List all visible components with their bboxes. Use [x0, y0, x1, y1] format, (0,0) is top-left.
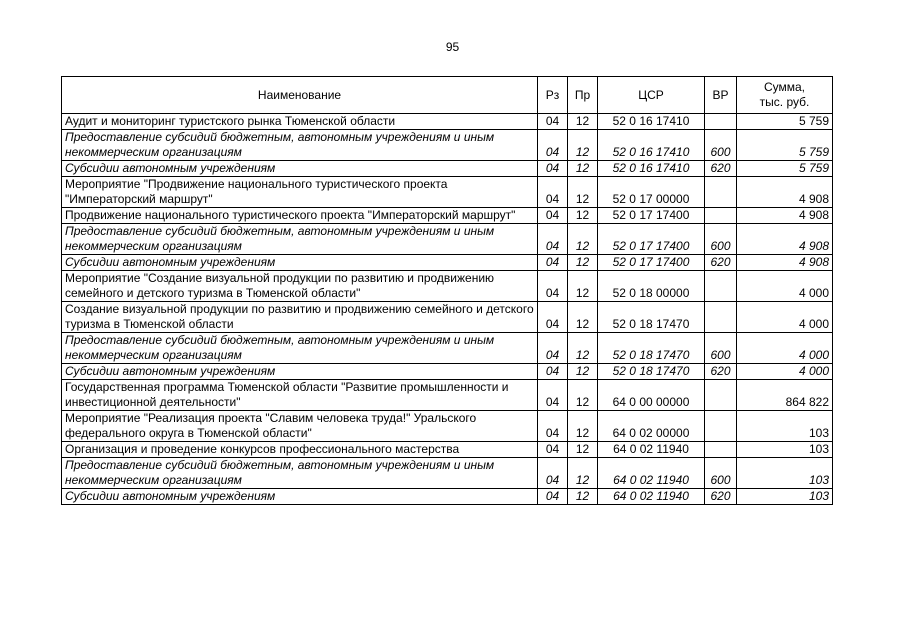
column-header-vr: ВР [705, 77, 737, 114]
cell-pr: 12 [568, 208, 598, 224]
cell-name: Субсидии автономным учреждениям [62, 489, 538, 505]
cell-csr: 52 0 17 17400 [598, 208, 705, 224]
cell-sum: 4 000 [737, 333, 833, 364]
cell-sum: 103 [737, 458, 833, 489]
cell-name: Организация и проведение конкурсов профессионального мастерства [62, 442, 538, 458]
cell-sum: 4 908 [737, 208, 833, 224]
cell-csr: 64 0 02 11940 [598, 458, 705, 489]
cell-rz: 04 [538, 364, 568, 380]
cell-rz: 04 [538, 255, 568, 271]
cell-vr [705, 271, 737, 302]
cell-name: Мероприятие "Создание визуальной продукции по развитию и продвижению семейного и детского туризма в Тюменской области" [62, 271, 538, 302]
table-row [62, 271, 833, 302]
cell-pr: 12 [568, 114, 598, 130]
table-row [62, 458, 833, 489]
cell-pr: 12 [568, 161, 598, 177]
cell-csr: 64 0 00 00000 [598, 380, 705, 411]
cell-pr: 12 [568, 302, 598, 333]
cell-vr [705, 411, 737, 442]
cell-vr: 600 [705, 458, 737, 489]
column-header-csr: ЦСР [598, 77, 705, 114]
budget-table [61, 76, 833, 505]
table-row [62, 177, 833, 208]
cell-rz: 04 [538, 489, 568, 505]
cell-sum: 103 [737, 489, 833, 505]
cell-csr: 52 0 18 17470 [598, 302, 705, 333]
table-row [62, 411, 833, 442]
cell-sum: 5 759 [737, 130, 833, 161]
cell-sum: 4 000 [737, 271, 833, 302]
cell-csr: 52 0 16 17410 [598, 161, 705, 177]
cell-vr: 620 [705, 161, 737, 177]
cell-rz: 04 [538, 333, 568, 364]
cell-vr: 620 [705, 255, 737, 271]
cell-csr: 52 0 18 17470 [598, 364, 705, 380]
cell-name: Предоставление субсидий бюджетным, автономным учреждениям и иным некоммерческим организациям [62, 130, 538, 161]
table-row [62, 333, 833, 364]
cell-csr: 52 0 17 17400 [598, 255, 705, 271]
table-row [62, 224, 833, 255]
cell-vr: 600 [705, 130, 737, 161]
table-row [62, 114, 833, 130]
cell-rz: 04 [538, 224, 568, 255]
table-row [62, 364, 833, 380]
cell-vr: 620 [705, 364, 737, 380]
cell-rz: 04 [538, 177, 568, 208]
cell-pr: 12 [568, 380, 598, 411]
cell-pr: 12 [568, 177, 598, 208]
cell-pr: 12 [568, 489, 598, 505]
column-header-sum-line2: тыс. руб. [759, 95, 810, 109]
cell-sum: 5 759 [737, 114, 833, 130]
cell-name: Мероприятие "Продвижение национального туристического проекта "Императорский маршрут" [62, 177, 538, 208]
cell-sum: 864 822 [737, 380, 833, 411]
cell-name: Предоставление субсидий бюджетным, автономным учреждениям и иным некоммерческим организациям [62, 333, 538, 364]
cell-rz: 04 [538, 271, 568, 302]
cell-csr: 52 0 18 00000 [598, 271, 705, 302]
cell-name: Предоставление субсидий бюджетным, автономным учреждениям и иным некоммерческим организациям [62, 458, 538, 489]
cell-rz: 04 [538, 442, 568, 458]
cell-sum: 4 908 [737, 255, 833, 271]
cell-csr: 64 0 02 11940 [598, 442, 705, 458]
cell-csr: 52 0 16 17410 [598, 114, 705, 130]
cell-pr: 12 [568, 333, 598, 364]
cell-vr: 600 [705, 224, 737, 255]
cell-pr: 12 [568, 364, 598, 380]
cell-vr [705, 380, 737, 411]
cell-csr: 64 0 02 00000 [598, 411, 705, 442]
cell-vr [705, 177, 737, 208]
table-row [62, 302, 833, 333]
table-body [62, 114, 833, 505]
cell-name: Субсидии автономным учреждениям [62, 364, 538, 380]
cell-sum: 103 [737, 442, 833, 458]
cell-csr: 64 0 02 11940 [598, 489, 705, 505]
cell-pr: 12 [568, 224, 598, 255]
cell-csr: 52 0 18 17470 [598, 333, 705, 364]
table-row [62, 161, 833, 177]
cell-rz: 04 [538, 302, 568, 333]
cell-rz: 04 [538, 411, 568, 442]
cell-sum: 4 908 [737, 224, 833, 255]
cell-vr [705, 442, 737, 458]
column-header-pr: Пр [568, 77, 598, 114]
table-row [62, 130, 833, 161]
cell-name: Государственная программа Тюменской области "Развитие промышленности и инвестиционной деятельности" [62, 380, 538, 411]
column-header-sum [737, 77, 833, 114]
cell-name: Субсидии автономным учреждениям [62, 255, 538, 271]
cell-pr: 12 [568, 442, 598, 458]
column-header-name: Наименование [62, 77, 538, 114]
cell-pr: 12 [568, 130, 598, 161]
cell-csr: 52 0 17 00000 [598, 177, 705, 208]
cell-sum: 103 [737, 411, 833, 442]
cell-rz: 04 [538, 458, 568, 489]
cell-rz: 04 [538, 208, 568, 224]
cell-rz: 04 [538, 380, 568, 411]
cell-name: Продвижение национального туристического проекта "Императорский маршрут" [62, 208, 538, 224]
cell-name: Аудит и мониторинг туристского рынка Тюменской области [62, 114, 538, 130]
cell-sum: 4 000 [737, 364, 833, 380]
cell-pr: 12 [568, 255, 598, 271]
cell-rz: 04 [538, 114, 568, 130]
table-header-row [62, 77, 833, 114]
cell-rz: 04 [538, 161, 568, 177]
cell-sum: 4 000 [737, 302, 833, 333]
cell-vr: 620 [705, 489, 737, 505]
page-number: 95 [445, 40, 460, 54]
cell-name: Субсидии автономным учреждениям [62, 161, 538, 177]
column-header-sum-line1: Сумма, [763, 80, 806, 94]
cell-pr: 12 [568, 458, 598, 489]
cell-pr: 12 [568, 271, 598, 302]
cell-name: Мероприятие "Реализация проекта "Славим человека труда!" Уральского федерального округа в Тюменской области" [62, 411, 538, 442]
table-row [62, 208, 833, 224]
column-header-rz: Рз [538, 77, 568, 114]
cell-csr: 52 0 17 17400 [598, 224, 705, 255]
table-row [62, 255, 833, 271]
cell-csr: 52 0 16 17410 [598, 130, 705, 161]
table-row [62, 489, 833, 505]
cell-vr [705, 208, 737, 224]
cell-name: Создание визуальной продукции по развитию и продвижению семейного и детского туризма в Тюменской области [62, 302, 538, 333]
cell-vr [705, 114, 737, 130]
cell-name: Предоставление субсидий бюджетным, автономным учреждениям и иным некоммерческим организациям [62, 224, 538, 255]
cell-pr: 12 [568, 411, 598, 442]
cell-rz: 04 [538, 130, 568, 161]
cell-sum: 5 759 [737, 161, 833, 177]
table-row [62, 442, 833, 458]
cell-sum: 4 908 [737, 177, 833, 208]
cell-vr [705, 302, 737, 333]
cell-vr: 600 [705, 333, 737, 364]
table-row [62, 380, 833, 411]
